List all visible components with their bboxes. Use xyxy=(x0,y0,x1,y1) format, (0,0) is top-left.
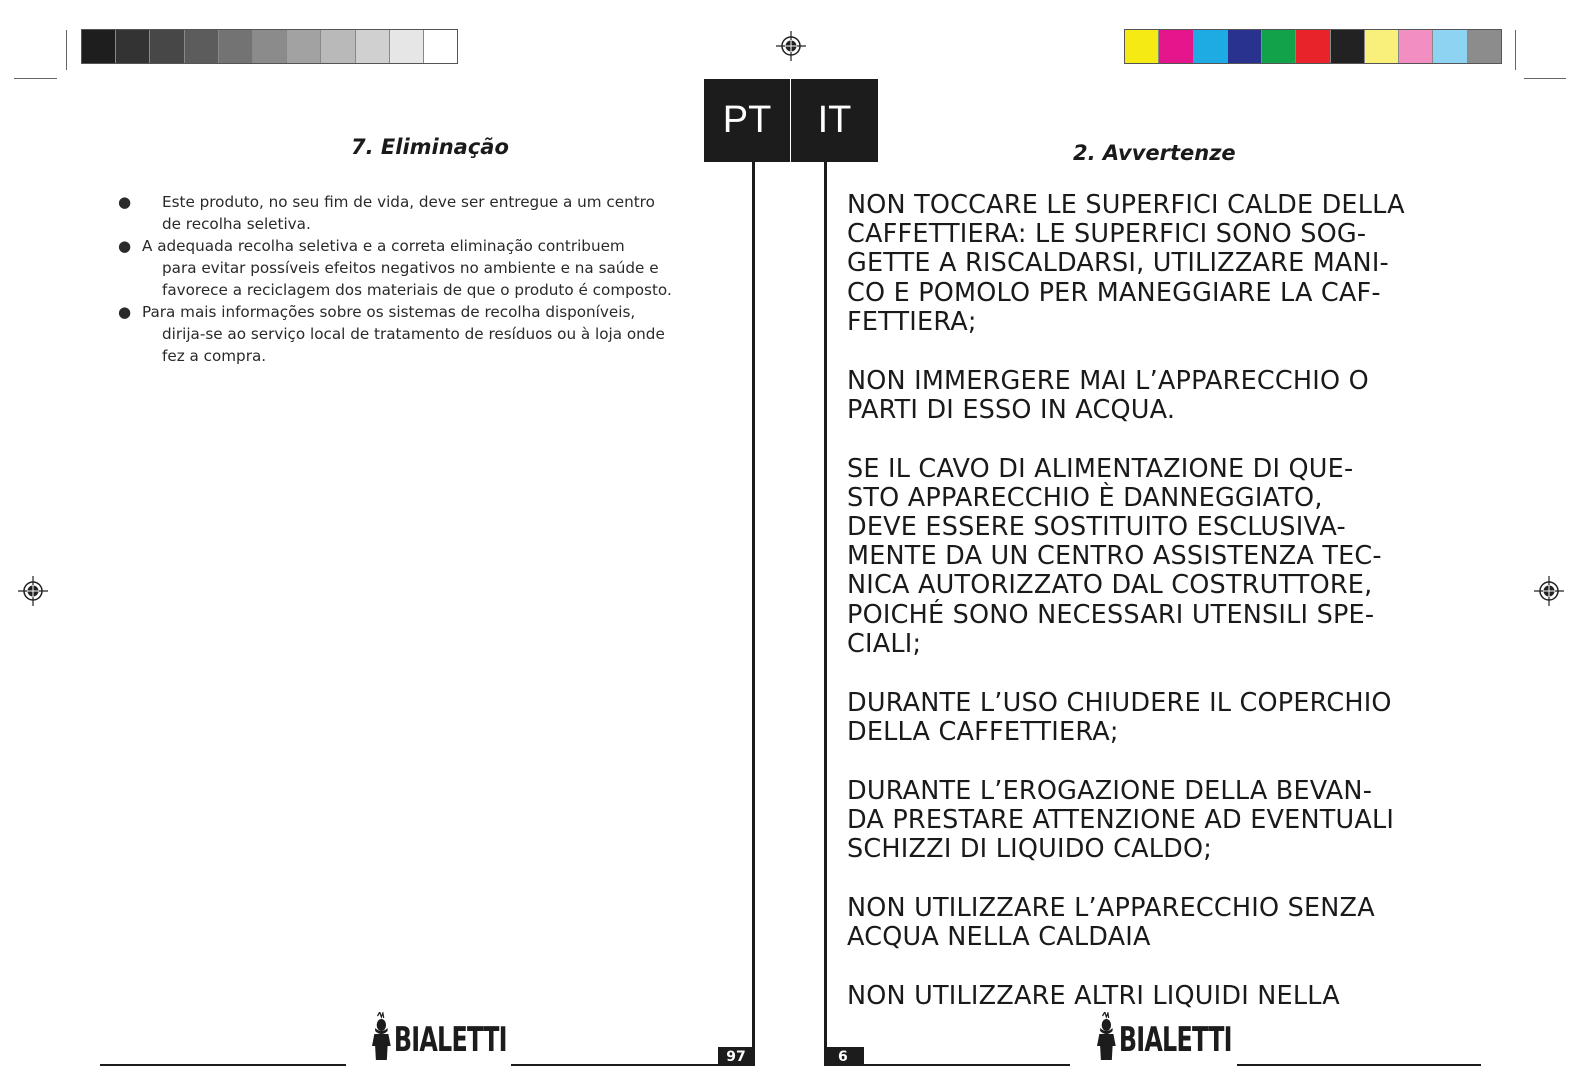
color-swatch xyxy=(424,30,457,63)
color-swatch xyxy=(287,30,321,63)
page-number-left: 97 xyxy=(718,1047,754,1066)
color-calibration-strip xyxy=(1124,29,1502,64)
crop-mark xyxy=(1524,78,1566,79)
logo-wordmark: BIALETTI xyxy=(1118,1020,1232,1060)
warnings-list xyxy=(847,191,1487,1041)
color-swatch xyxy=(185,30,219,63)
warning-paragraph: NON UTILIZZARE L’APPARECCHIO SENZA ACQUA NELLA CALDAIA xyxy=(847,892,1375,953)
disposal-bullet-list xyxy=(118,191,748,367)
page-spine-right xyxy=(824,162,827,1066)
color-swatch xyxy=(1399,30,1433,63)
logo-wordmark: BIALETTI xyxy=(393,1020,507,1060)
color-swatch xyxy=(150,30,184,63)
section-title-avvertenze: 2. Avvertenze xyxy=(1073,141,1236,165)
bialetti-logo xyxy=(372,1012,507,1060)
list-item-line: Para mais informações sobre os sistemas de recolha disponíveis, xyxy=(142,303,636,321)
bullet-icon: ● xyxy=(118,193,132,211)
bialetti-mustache-man-icon xyxy=(372,1012,392,1060)
list-item xyxy=(118,235,748,301)
color-swatch xyxy=(1468,30,1501,63)
list-item xyxy=(118,301,748,367)
color-swatch xyxy=(1228,30,1262,63)
crop-mark xyxy=(14,78,57,79)
registration-mark-icon xyxy=(18,576,48,606)
color-swatch xyxy=(321,30,355,63)
color-swatch xyxy=(219,30,253,63)
color-swatch xyxy=(1159,30,1193,63)
section-title-eliminacao: 7. Eliminação xyxy=(351,135,509,159)
color-swatch xyxy=(253,30,287,63)
list-item-line: dirija-se ao serviço local de tratamento de resíduos ou à loja onde xyxy=(162,325,665,343)
color-swatch xyxy=(1433,30,1467,63)
list-item-line: para evitar possíveis efeitos negativos no ambiente e na saúde e xyxy=(162,259,659,277)
color-swatch xyxy=(1365,30,1399,63)
footer-rule xyxy=(511,1064,725,1066)
color-swatch xyxy=(1331,30,1365,63)
bullet-icon: ● xyxy=(118,303,132,321)
list-item xyxy=(118,191,748,235)
warning-paragraph: NON TOCCARE LE SUPERFICI CALDE DELLA CAFFETTIERA: LE SUPERFICI SONO SOG- GETTE A RISCALDARSI, UTILIZZARE MANI- CO E POMOLO PER MANEGGIARE LA CAF- FETTIERA; xyxy=(847,190,1405,337)
warning-paragraph: NON UTILIZZARE ALTRI LIQUIDI NELLA xyxy=(847,980,1340,1011)
bullet-icon: ● xyxy=(118,237,132,255)
color-swatch xyxy=(116,30,150,63)
list-item-line: A adequada recolha seletiva e a correta eliminação contribuem xyxy=(142,237,625,255)
color-swatch xyxy=(1125,30,1159,63)
registration-mark-icon xyxy=(776,31,806,61)
list-item-line: fez a compra. xyxy=(162,347,267,365)
footer-rule xyxy=(1237,1064,1481,1066)
color-swatch xyxy=(82,30,116,63)
grayscale-calibration-strip xyxy=(81,29,458,64)
color-swatch xyxy=(1296,30,1330,63)
warning-paragraph: SE IL CAVO DI ALIMENTAZIONE DI QUE- STO APPARECCHIO È DANNEGGIATO, DEVE ESSERE SOSTITUITO ESCLUSIVA- MENTE DA UN CENTRO ASSISTENZA TEC- NICA AUTORIZZATO DAL COSTRUTTORE, POICHÉ SONO NECESSARI UTENSILI SPE- CIALI; xyxy=(847,453,1382,659)
language-tab-pt: PT xyxy=(704,79,790,162)
warning-paragraph: DURANTE L’USO CHIUDERE IL COPERCHIO DELLA CAFFETTIERA; xyxy=(847,687,1392,747)
bialetti-logo xyxy=(1097,1012,1232,1060)
page-spine-left xyxy=(752,162,755,1066)
list-item-line: favorece a reciclagem dos materiais de que o produto é composto. xyxy=(162,281,672,299)
list-item-line: de recolha seletiva. xyxy=(162,215,311,233)
language-tab-it: IT xyxy=(791,79,878,162)
footer-rule xyxy=(864,1064,1070,1066)
color-swatch xyxy=(1262,30,1296,63)
list-item-line: Este produto, no seu fim de vida, deve ser entregue a um centro xyxy=(162,193,655,211)
color-swatch xyxy=(1194,30,1228,63)
footer-rule xyxy=(100,1064,346,1066)
page-number-right: 6 xyxy=(826,1047,864,1066)
crop-mark xyxy=(66,30,67,70)
warning-paragraph: NON IMMERGERE MAI L’APPARECCHIO O PARTI DI ESSO IN ACQUA. xyxy=(847,365,1369,425)
color-swatch xyxy=(390,30,424,63)
crop-mark xyxy=(1515,30,1516,70)
registration-mark-icon xyxy=(1534,576,1564,606)
bialetti-mustache-man-icon xyxy=(1097,1012,1117,1060)
color-swatch xyxy=(356,30,390,63)
warning-paragraph: DURANTE L’EROGAZIONE DELLA BEVAN- DA PRESTARE ATTENZIONE AD EVENTUALI SCHIZZI DI LIQUIDO CALDO; xyxy=(847,775,1395,865)
